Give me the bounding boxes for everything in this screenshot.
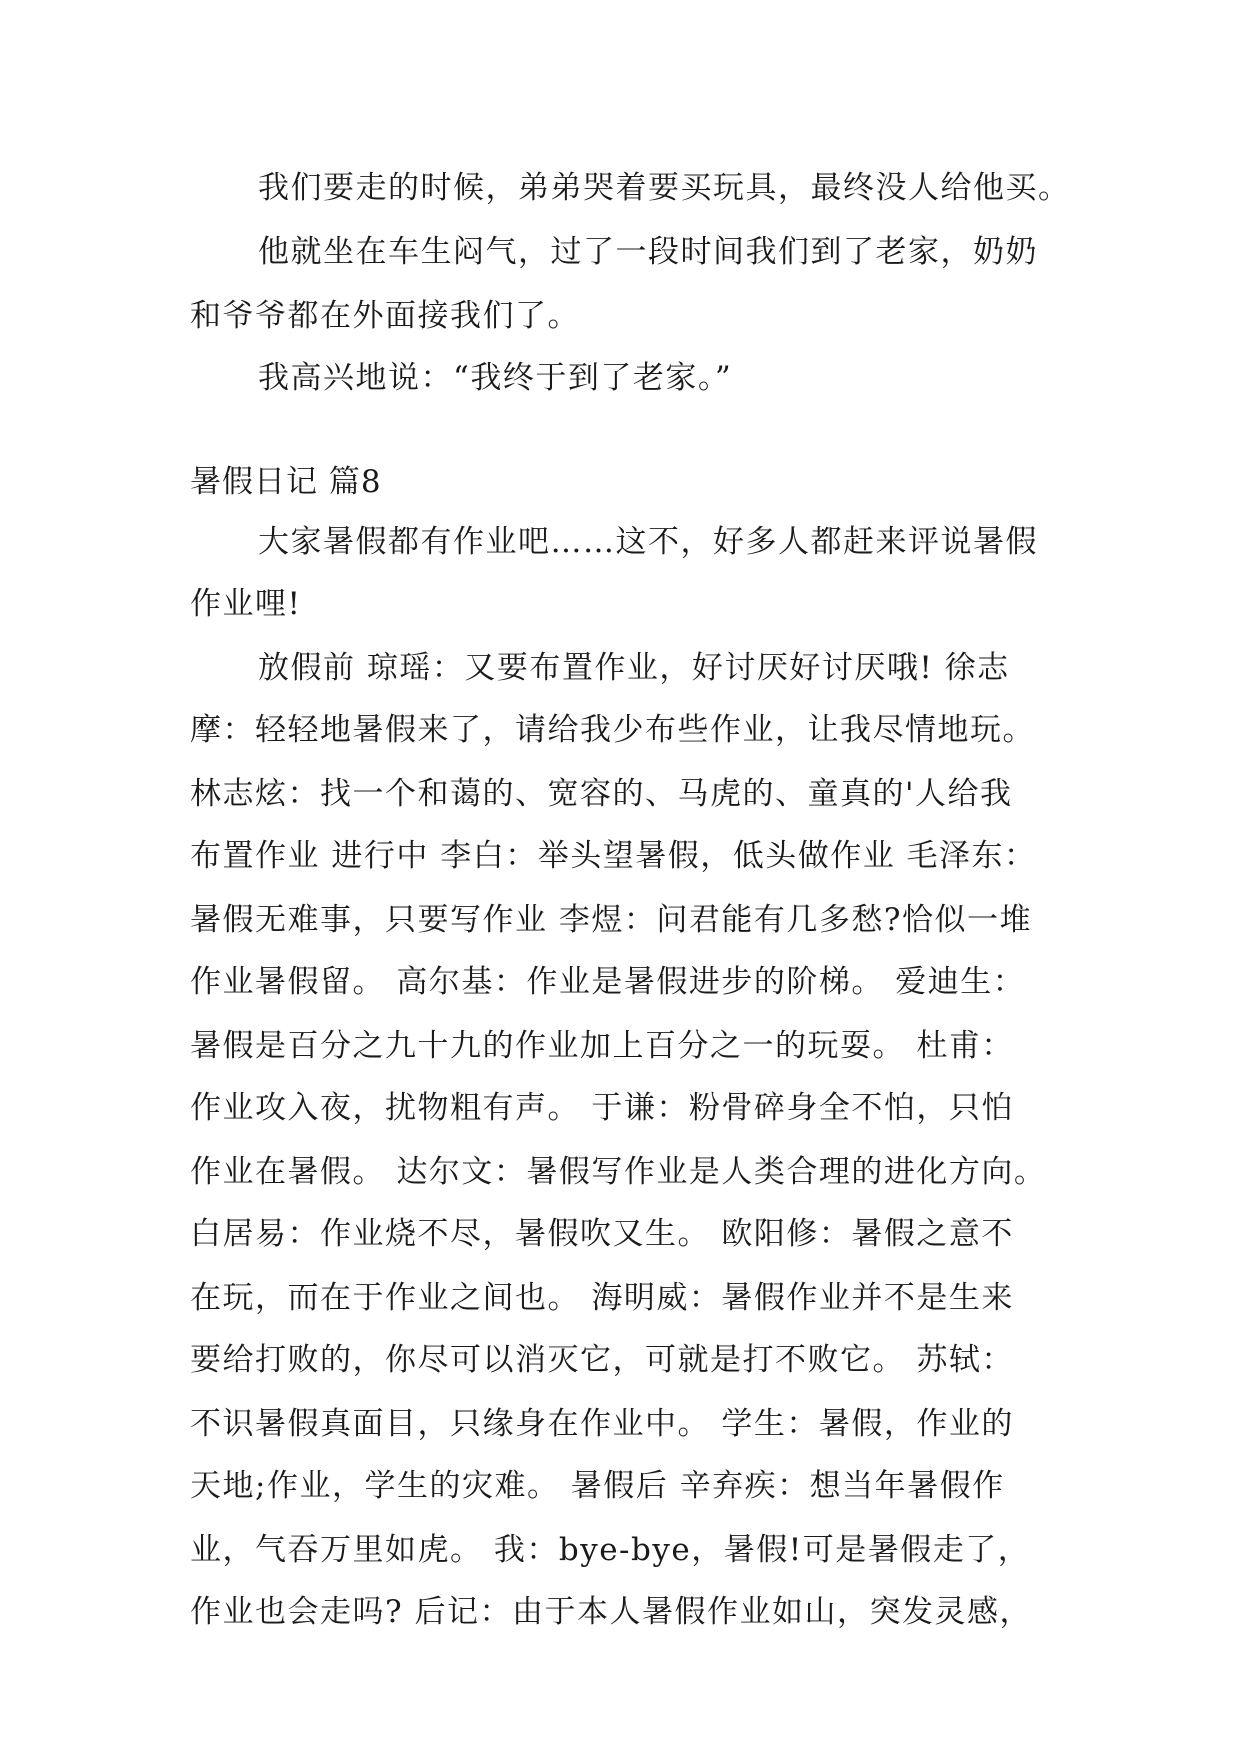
text-line: 白居易：作业烧不尽，暑假吹又生。 欧阳修：暑假之意不 <box>190 1216 1014 1252</box>
text-line: 作业暑假留。 高尔基：作业是暑假进步的阶梯。 爱迪生： <box>190 964 1026 1000</box>
text-line: 作业攻入夜，扰物粗有声。 于谦：粉骨碎身全不怕，只怕 <box>190 1090 1014 1126</box>
text-line: 业，气吞万里如虎。 我：bye-bye，暑假!可是暑假走了， <box>190 1532 1031 1568</box>
text-line: 作业哩! <box>190 586 302 622</box>
text-line: 和爷爷都在外面接我们了。 <box>190 298 580 334</box>
text-line: 作业在暑假。 达尔文：暑假写作业是人类合理的进化方向。 <box>190 1154 1047 1190</box>
text-line: 摩：轻轻地暑假来了，请给我少布些作业，让我尽情地玩。 <box>190 712 1035 748</box>
text-line: 在玩，而在于作业之间也。 海明威：暑假作业并不是生来 <box>190 1280 1014 1316</box>
text-line: 要给打败的，你尽可以消灭它，可就是打不败它。 苏轼： <box>190 1342 1014 1378</box>
text-line: 暑假是百分之九十九的作业加上百分之一的玩耍。 杜甫： <box>190 1028 1014 1064</box>
text-line: 他就坐在车生闷气，过了一段时间我们到了老家，奶奶 <box>258 234 1038 270</box>
text-line: 放假前 琼瑶：又要布置作业，好讨厌好讨厌哦! 徐志 <box>258 650 1010 686</box>
text-line: 天地;作业，学生的灾难。 暑假后 辛弃疾：想当年暑假作 <box>190 1468 1005 1504</box>
text-line: 不识暑假真面目，只缘身在作业中。 学生：暑假，作业的 <box>190 1406 1014 1442</box>
text-line: 我高兴地说：“我终于到了老家。” <box>258 360 733 396</box>
section-heading: 暑假日记 篇8 <box>190 464 382 500</box>
text-line: 暑假无难事，只要写作业 李煜：问君能有几多愁?恰似一堆 <box>190 902 1032 938</box>
text-line: 布置作业 进行中 李白：举头望暑假，低头做作业 毛泽东： <box>190 838 1037 874</box>
text-line: 我们要走的时候，弟弟哭着要买玩具，最终没人给他买。 <box>258 170 1071 206</box>
text-line: 大家暑假都有作业吧……这不，好多人都赶来评说暑假 <box>258 524 1038 560</box>
text-line: 林志炫：找一个和蔼的、宽容的、马虎的、童真的'人给我 <box>190 776 1013 812</box>
text-line: 作业也会走吗? 后记：由于本人暑假作业如山，突发灵感， <box>190 1594 1032 1630</box>
